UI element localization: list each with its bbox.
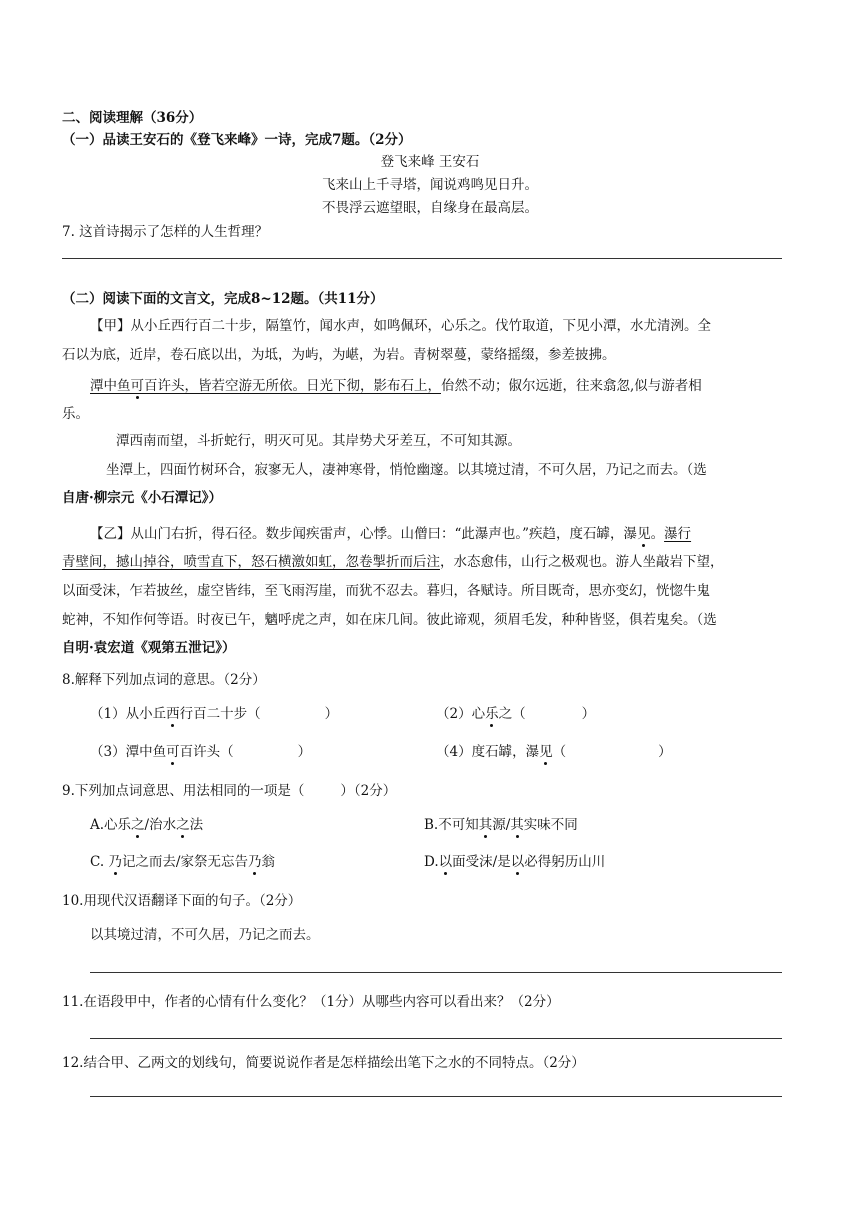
- underlined-sentence-yi: 青壁间，撼山掉谷，喷雪直下，怒石横激如虹，忽卷掣折而后注: [62, 554, 440, 570]
- poem-title: 登飞来峰 王安石: [380, 154, 480, 170]
- passage-jia-p1-line2: 石以为底，近岸，卷石底以出，为坻，为屿，为嵁，为岩。青树翠蔓，蒙络摇缀，参差披拂。: [62, 347, 616, 363]
- passage-yi-line2: 青壁间，撼山掉谷，喷雪直下，怒石横激如虹，忽卷掣折而后注，水态愈伟，山行之极观也。游人坐敲岩下望，: [62, 554, 724, 570]
- answer-line-q7[interactable]: [62, 258, 782, 259]
- q9-option-d[interactable]: D.以面受沫/是以必得躬历山川: [424, 854, 606, 870]
- q9-option-c[interactable]: C. 乃记之而去/家祭无忘告乃翁: [90, 854, 275, 870]
- passage-yi-source: 自明·袁宏道《观第五泄记》）: [62, 640, 236, 656]
- question-11: 11.在语段甲中，作者的心情有什么变化？（1分）从哪些内容可以看出来？（2分）: [62, 994, 560, 1010]
- poem-line-1: 飞来山上千寻塔，闻说鸡鸣见日升。: [322, 177, 538, 193]
- question-10: 10.用现代汉语翻译下面的句子。（2分）: [62, 893, 302, 909]
- passage-yi-line1: 【乙】从山门右折，得石径。数步闻疾雷声，心悸。山僧曰：“此瀑声也。”疾趋，度石罅，瀑见。瀑行: [90, 526, 692, 542]
- question-12: 12.结合甲、乙两文的划线句，简要说说作者是怎样描绘出笔下之水的不同特点。（2分）: [62, 1055, 585, 1071]
- question-8: 8.解释下列加点词的意思。（2分）: [62, 672, 266, 688]
- question-9: 9.下列加点词意思、用法相同的一项是（ ）（2分）: [62, 783, 397, 799]
- dotted-word: 可: [130, 378, 144, 394]
- poem-line-2: 不畏浮云遮望眼，自缘身在最高层。: [322, 200, 538, 216]
- passage-jia-p1-line1: 【甲】从小丘西行百二十步，隔篁竹，闻水声，如鸣佩环，心乐之。伐竹取道，下见小潭，水尤清洌。全: [90, 318, 711, 334]
- q8-item-1: （1）从小丘西行百二十步（ ）: [90, 706, 339, 722]
- passage-yi-line4: 蛇神，不知作何等语。时夜已午，魑呼虎之声，如在床几间。彼此谛观，须眉毛发，种种皆竖，俱若鬼矣。（选: [62, 612, 717, 628]
- q9-option-b[interactable]: B.不可知其源/其实味不同: [424, 817, 578, 833]
- answer-line-q12[interactable]: [90, 1096, 782, 1097]
- passage-jia-p2-line1: 潭中鱼可百许头，皆若空游无所依。日光下彻，影布石上，佁然不动；俶尔远逝，往来翕忽,似与游者相: [90, 378, 702, 394]
- answer-line-q10[interactable]: [90, 972, 782, 973]
- passage-jia-source: 自唐·柳宗元《小石潭记》）: [62, 490, 222, 506]
- q8-item-4: （4）度石罅，瀑见（ ）: [436, 744, 672, 760]
- underlined-sentence-yi-start: 瀑行: [664, 526, 692, 542]
- part2-intro: （二）阅读下面的文言文，完成8~12题。（共11分）: [62, 291, 384, 307]
- q8-item-2: （2）心乐之（ ）: [436, 706, 596, 722]
- section-title: 二、阅读理解（36分）: [62, 110, 203, 126]
- passage-jia-p2-line2: 乐。: [62, 406, 89, 422]
- question-7: 7. 这首诗揭示了怎样的人生哲理？: [62, 224, 269, 240]
- dotted-word: 见: [637, 526, 651, 542]
- passage-jia-p4-line1: 坐潭上，四面竹树环合，寂寥无人，凄神寒骨，悄怆幽邃。以其境过清，不可久居，乃记之而去。（选: [106, 462, 707, 478]
- passage-jia-p3: 潭西南而望，斗折蛇行，明灭可见。其岸势犬牙差互，不可知其源。: [116, 433, 521, 449]
- q10-sentence: 以其境过清，不可久居，乃记之而去。: [90, 927, 320, 943]
- answer-line-q11[interactable]: [90, 1038, 782, 1039]
- q8-item-3: （3）潭中鱼可百许头（ ）: [90, 744, 312, 760]
- q9-option-a[interactable]: A.心乐之/治水之法: [90, 817, 204, 833]
- underlined-sentence-jia: 潭中鱼可百许头，皆若空游无所依。日光下彻，影布石上，: [90, 378, 441, 394]
- passage-yi-line3: 以面受沫，乍若披丝，虚空皆纬，至飞雨泻崖，而犹不忍去。暮归，各赋诗。所目既奇，思亦变幻，恍惚牛鬼: [62, 583, 710, 599]
- part1-intro: （一）品读王安石的《登飞来峰》一诗，完成7题。（2分）: [62, 132, 412, 148]
